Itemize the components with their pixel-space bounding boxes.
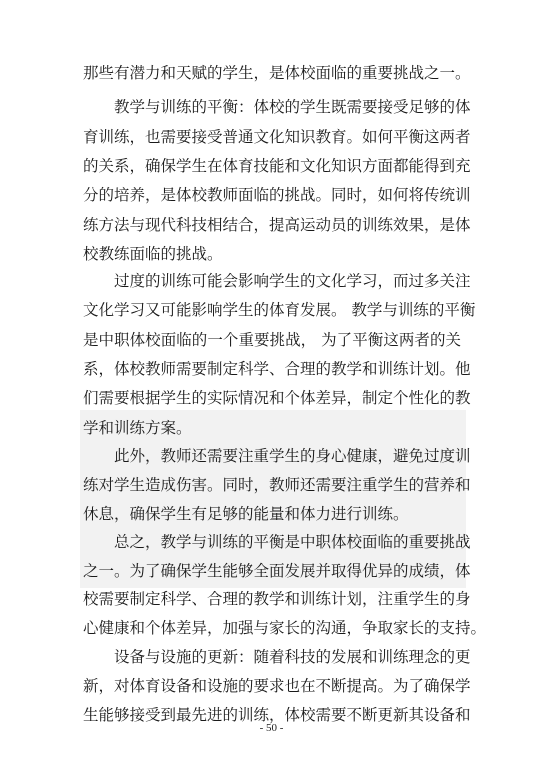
text-line: 新，对体育设备和设施的要求也在不断提高。为了确保学: [83, 677, 471, 695]
text-line: 校需要制定科学、合理的教学和训练计划，注重学生的身: [83, 590, 471, 608]
text-line: 的关系，确保学生在体育技能和文化知识方面都能得到充: [83, 157, 471, 175]
text-line: 休息，确保学生有足够的能量和体力进行训练。: [83, 505, 409, 523]
text-line: 育训练，也需要接受普通文化知识教育。如何平衡这两者: [83, 128, 471, 146]
text-line: 文化学习又可能影响学生的体育发展。 教学与训练的平衡: [83, 301, 476, 319]
paragraph-start-line: 总之，教学与训练的平衡是中职体校面临的重要挑战: [114, 533, 471, 551]
text-line: 校教练面临的挑战。: [83, 245, 223, 263]
text-line: 是中职体校面临的一个重要挑战， 为了平衡这两者的关: [83, 331, 461, 349]
text-line: 心健康和个体差异，加强与家长的沟通，争取家长的支持。: [83, 619, 487, 637]
text-line: 那些有潜力和天赋的学生，是体校面临的重要挑战之一。: [83, 64, 471, 82]
page-number: - 50 -: [259, 722, 284, 734]
text-line: 练方法与现代科技相结合，提高运动员的训练效果，是体: [83, 216, 471, 234]
text-line: 之一。为了确保学生能够全面发展并取得优异的成绩，体: [83, 562, 471, 580]
paragraph-start-line: 教学与训练的平衡：体校的学生既需要接受足够的体: [114, 98, 471, 116]
text-line: 学和训练方案。: [83, 419, 192, 437]
text-line: 生能够接受到最先进的训练，体校需要不断更新其设备和: [83, 706, 471, 724]
paragraph-start-line: 过度的训练可能会影响学生的文化学习，而过多关注: [114, 272, 471, 290]
text-line: 系，体校教师需要制定科学、合理的教学和训练计划。他: [83, 360, 471, 378]
text-line: 练对学生造成伤害。同时，教师还需要注重学生的营养和: [83, 476, 471, 494]
text-line: 分的培养，是体校教师面临的挑战。同时，如何将传统训: [83, 186, 471, 204]
paragraph-start-line: 此外，教师还需要注重学生的身心健康，避免过度训: [114, 447, 471, 465]
text-line: 们需要根据学生的实际情况和个体差异，制定个性化的教: [83, 389, 471, 407]
paragraph-start-line: 设备与设施的更新：随着科技的发展和训练理念的更: [114, 648, 471, 666]
